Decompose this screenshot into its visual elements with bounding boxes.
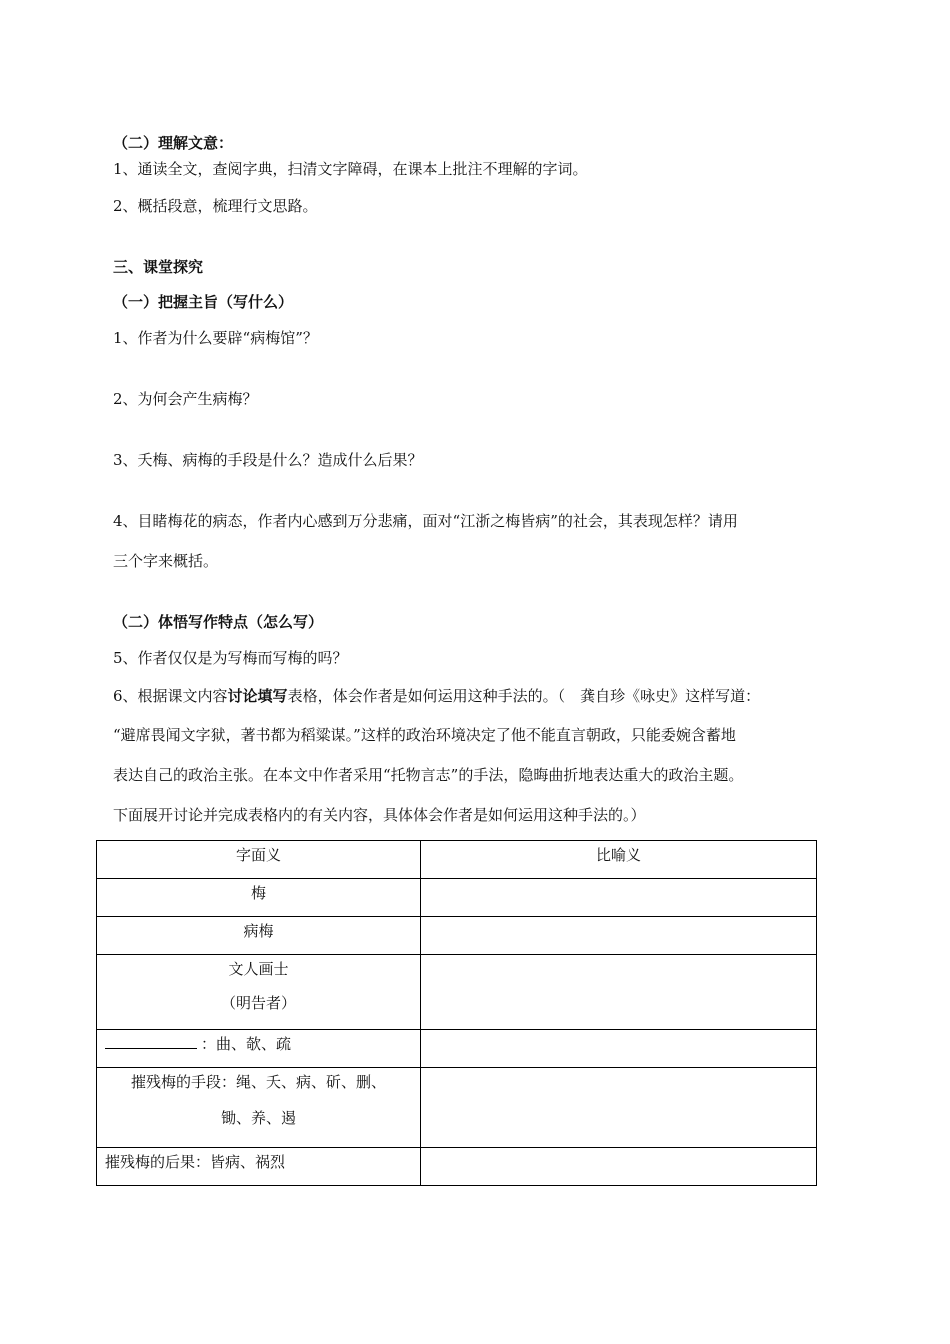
- subsection-heading-writing: （二）体悟写作特点（怎么写）: [113, 613, 324, 631]
- cell-shapes-text: ：曲、欹、疏: [201, 1035, 292, 1053]
- table-row: [97, 955, 817, 1030]
- metaphor-table: [96, 840, 817, 1186]
- question-6-line-3: 表达自己的政治主张。在本文中作者采用“托物言志”的手法，隐晦曲折地表达重大的政治主题。: [113, 766, 744, 784]
- cell-plum: 梅: [97, 879, 421, 917]
- item-1-read-through: 1、通读全文，查阅字典，扫清文字障碍，在课本上批注不理解的字词。: [113, 160, 588, 178]
- cell-literati-line-2: （明告者）: [220, 994, 296, 1012]
- subsection-heading-theme: （一）把握主旨（写什么）: [113, 293, 294, 311]
- question-2: 2、为何会产生病梅？: [113, 390, 258, 408]
- cell-literati: [97, 955, 421, 1030]
- item-2-summarize: 2、概括段意，梳理行文思路。: [113, 197, 318, 215]
- section-heading-classroom-inquiry: 三、课堂探究: [113, 258, 204, 276]
- question-4-line-1: 4、目睹梅花的病态，作者内心感到万分悲痛，面对“江浙之梅皆病”的社会，其表现怎样？请用: [113, 512, 738, 530]
- cell-literati-line-1: 文人画士: [228, 960, 289, 978]
- question-6-line-4: 下面展开讨论并完成表格内的有关内容，具体体会作者是如何运用这种手法的。）: [113, 806, 646, 824]
- cell-plum-answer[interactable]: [421, 879, 817, 917]
- cell-shapes-answer[interactable]: [421, 1030, 817, 1068]
- question-6-text-a: 6、根据课文内容: [113, 687, 228, 705]
- table-header-row: [97, 841, 817, 879]
- cell-consequences-answer[interactable]: [421, 1148, 817, 1186]
- header-literal-meaning: 字面义: [97, 841, 421, 879]
- header-metaphorical-meaning: 比喻义: [421, 841, 817, 879]
- question-6-text-b: 表格，体会作者是如何运用这种手法的。（ 龚自珍《咏史》这样写道：: [287, 687, 761, 705]
- section-heading-understand-text: （二）理解文意：: [113, 134, 234, 152]
- cell-means-answer[interactable]: [421, 1068, 817, 1148]
- table-row: [97, 917, 817, 955]
- question-6-line-2: “避席畏闻文字狱，著书都为稻粱谋。”这样的政治环境决定了他不能直言朝政，只能委婉含蓄地: [113, 726, 736, 744]
- table-row: [97, 1030, 817, 1068]
- table-row: [97, 879, 817, 917]
- cell-means-line-2: 锄、养、遏: [220, 1109, 296, 1127]
- fill-in-blank[interactable]: [105, 1034, 197, 1049]
- cell-sick-plum: 病梅: [97, 917, 421, 955]
- question-5: 5、作者仅仅是为写梅而写梅的吗？: [113, 649, 348, 667]
- question-4-line-2: 三个字来概括。: [113, 552, 219, 570]
- question-3: 3、夭梅、病梅的手段是什么？造成什么后果？: [113, 451, 423, 469]
- question-6-line-1: [113, 686, 760, 706]
- cell-literati-answer[interactable]: [421, 955, 817, 1030]
- table-row: [97, 1068, 817, 1148]
- question-1: 1、作者为什么要辟“病梅馆”？: [113, 329, 318, 347]
- cell-consequences: 摧残梅的后果：皆病、祸烈: [97, 1148, 421, 1186]
- cell-fill-blank-shapes: [97, 1030, 421, 1068]
- cell-means: [97, 1068, 421, 1148]
- cell-means-line-1: 摧残梅的手段：绳、夭、病、斫、删、: [130, 1073, 386, 1091]
- cell-sick-plum-answer[interactable]: [421, 917, 817, 955]
- table-row: [97, 1148, 817, 1186]
- question-6-bold-text: 讨论填写: [227, 687, 288, 705]
